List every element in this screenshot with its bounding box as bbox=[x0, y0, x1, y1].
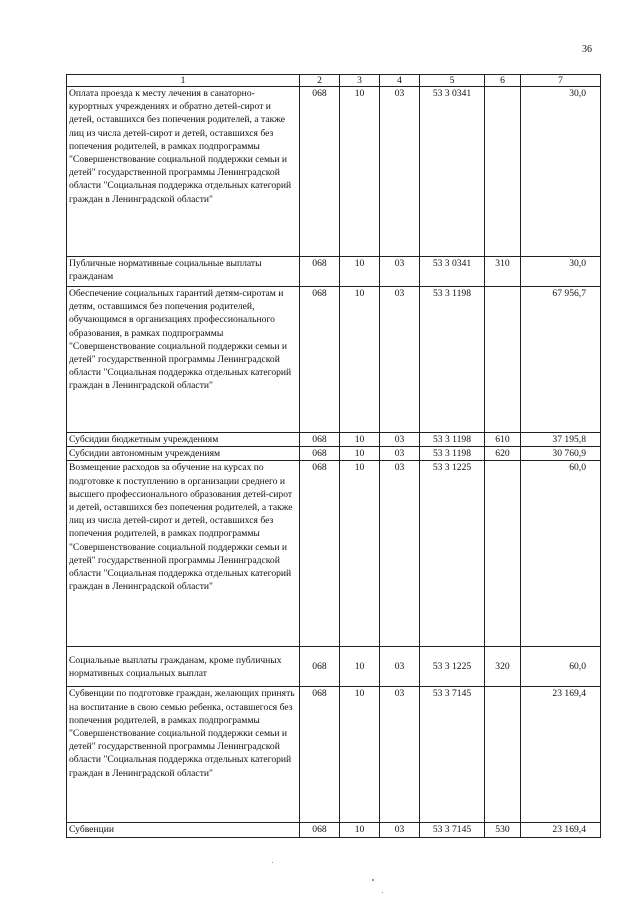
row-section: 10 bbox=[340, 447, 380, 461]
row-expense-type: 620 bbox=[485, 447, 521, 461]
row-section: 10 bbox=[340, 823, 380, 837]
row-admin-code: 068 bbox=[300, 447, 340, 461]
row-subsection: 03 bbox=[380, 647, 420, 687]
scan-speck bbox=[272, 862, 273, 863]
row-description: Возмещение расходов за обучение на курсах по подготовке к поступлению в организации среднего и высшего профессионального образования детей-сирот и детей, оставшихся без попечения родителей, а также лиц из числа детей-сирот и детей, оставшихся без попечения родителей, в рамках подпрограммы "Совершенствование социальной поддержки семьи и детей" государственной программы Ленинградской области "Социальная поддержка отдельных категорий граждан в Ленинградской области" bbox=[67, 461, 300, 647]
row-subsection: 03 bbox=[380, 447, 420, 461]
row-section: 10 bbox=[340, 647, 380, 687]
row-admin-code: 068 bbox=[300, 461, 340, 647]
scan-speck bbox=[382, 892, 383, 893]
table-row bbox=[67, 823, 601, 837]
row-expense-type: 530 bbox=[485, 823, 521, 837]
col-header-3: 3 bbox=[340, 75, 380, 87]
row-target-article: 53 3 1198 bbox=[420, 447, 485, 461]
table-row bbox=[67, 257, 601, 287]
row-amount: 30,0 bbox=[521, 87, 601, 257]
row-expense-type bbox=[485, 461, 521, 647]
col-header-7: 7 bbox=[521, 75, 601, 87]
row-target-article: 53 3 7145 bbox=[420, 687, 485, 823]
row-amount: 30 760,9 bbox=[521, 447, 601, 461]
row-amount: 23 169,4 bbox=[521, 823, 601, 837]
row-subsection: 03 bbox=[380, 287, 420, 433]
row-description: Социальные выплаты гражданам, кроме публичных нормативных социальных выплат bbox=[67, 647, 300, 687]
row-subsection: 03 bbox=[380, 823, 420, 837]
row-expense-type: 320 bbox=[485, 647, 521, 687]
table-row bbox=[67, 87, 601, 257]
row-expense-type bbox=[485, 287, 521, 433]
row-description: Публичные нормативные социальные выплаты гражданам bbox=[67, 257, 300, 287]
table-row bbox=[67, 461, 601, 647]
row-description: Субсидии бюджетным учреждениям bbox=[67, 433, 300, 447]
row-target-article: 53 3 1198 bbox=[420, 287, 485, 433]
col-header-6: 6 bbox=[485, 75, 521, 87]
row-admin-code: 068 bbox=[300, 687, 340, 823]
row-description: Обеспечение социальных гарантий детям-сиротам и детям, оставшимся без попечения родителей, обучающимся в организациях профессионального образования, в рамках подпрограммы "Совершенствование социальной поддержки семьи и детей" государственной программы Ленинградской области "Социальная поддержка отдельных категорий граждан в Ленинградской области" bbox=[67, 287, 300, 433]
row-section: 10 bbox=[340, 433, 380, 447]
row-description: Субвенции bbox=[67, 823, 300, 837]
row-target-article: 53 3 0341 bbox=[420, 87, 485, 257]
table-row bbox=[67, 687, 601, 823]
row-expense-type bbox=[485, 687, 521, 823]
row-amount: 23 169,4 bbox=[521, 687, 601, 823]
row-admin-code: 068 bbox=[300, 823, 340, 837]
col-header-2: 2 bbox=[300, 75, 340, 87]
row-description: Оплата проезда к месту лечения в санаторно-курортных учреждениях и обратно детей-сирот и детей, оставшихся без попечения родителей, а также лиц из числа детей-сирот и детей, оставшихся без попечения родителей, в рамках подпрограммы "Совершенствование социальной поддержки семьи и детей" государственной программы Ленинградской области "Социальная поддержка отдельных категорий граждан в Ленинградской области" bbox=[67, 87, 300, 257]
row-description: Субсидии автономным учреждениям bbox=[67, 447, 300, 461]
row-amount: 37 195,8 bbox=[521, 433, 601, 447]
col-header-5: 5 bbox=[420, 75, 485, 87]
row-target-article: 53 3 0341 bbox=[420, 257, 485, 287]
row-subsection: 03 bbox=[380, 433, 420, 447]
row-subsection: 03 bbox=[380, 461, 420, 647]
table-row bbox=[67, 647, 601, 687]
row-target-article: 53 3 1225 bbox=[420, 461, 485, 647]
row-target-article: 53 3 1225 bbox=[420, 647, 485, 687]
row-section: 10 bbox=[340, 461, 380, 647]
row-section: 10 bbox=[340, 87, 380, 257]
row-admin-code: 068 bbox=[300, 87, 340, 257]
row-amount: 67 956,7 bbox=[521, 287, 601, 433]
col-header-1: 1 bbox=[67, 75, 300, 87]
row-admin-code: 068 bbox=[300, 287, 340, 433]
row-admin-code: 068 bbox=[300, 433, 340, 447]
table-row bbox=[67, 433, 601, 447]
row-expense-type bbox=[485, 87, 521, 257]
table-header-row bbox=[67, 75, 601, 87]
scan-speck bbox=[372, 879, 374, 881]
row-amount: 30,0 bbox=[521, 257, 601, 287]
row-subsection: 03 bbox=[380, 87, 420, 257]
row-target-article: 53 3 1198 bbox=[420, 433, 485, 447]
table-row bbox=[67, 447, 601, 461]
row-target-article: 53 3 7145 bbox=[420, 823, 485, 837]
row-amount: 60,0 bbox=[521, 461, 601, 647]
row-amount: 60,0 bbox=[521, 647, 601, 687]
budget-table bbox=[66, 74, 601, 838]
table-row bbox=[67, 287, 601, 433]
row-description: Субвенции по подготовке граждан, желающих принять на воспитание в свою семью ребенка, оставшегося без попечения родителей, в рамках подпрограммы "Совершенствование социальной поддержки семьи и детей" государственной программы Ленинградской области "Социальная поддержка отдельных категорий граждан в Ленинградской области" bbox=[67, 687, 300, 823]
row-admin-code: 068 bbox=[300, 647, 340, 687]
row-section: 10 bbox=[340, 687, 380, 823]
row-section: 10 bbox=[340, 257, 380, 287]
row-subsection: 03 bbox=[380, 257, 420, 287]
row-subsection: 03 bbox=[380, 687, 420, 823]
row-admin-code: 068 bbox=[300, 257, 340, 287]
row-section: 10 bbox=[340, 287, 380, 433]
row-expense-type: 310 bbox=[485, 257, 521, 287]
page-number: 36 bbox=[582, 44, 592, 55]
col-header-4: 4 bbox=[380, 75, 420, 87]
row-expense-type: 610 bbox=[485, 433, 521, 447]
